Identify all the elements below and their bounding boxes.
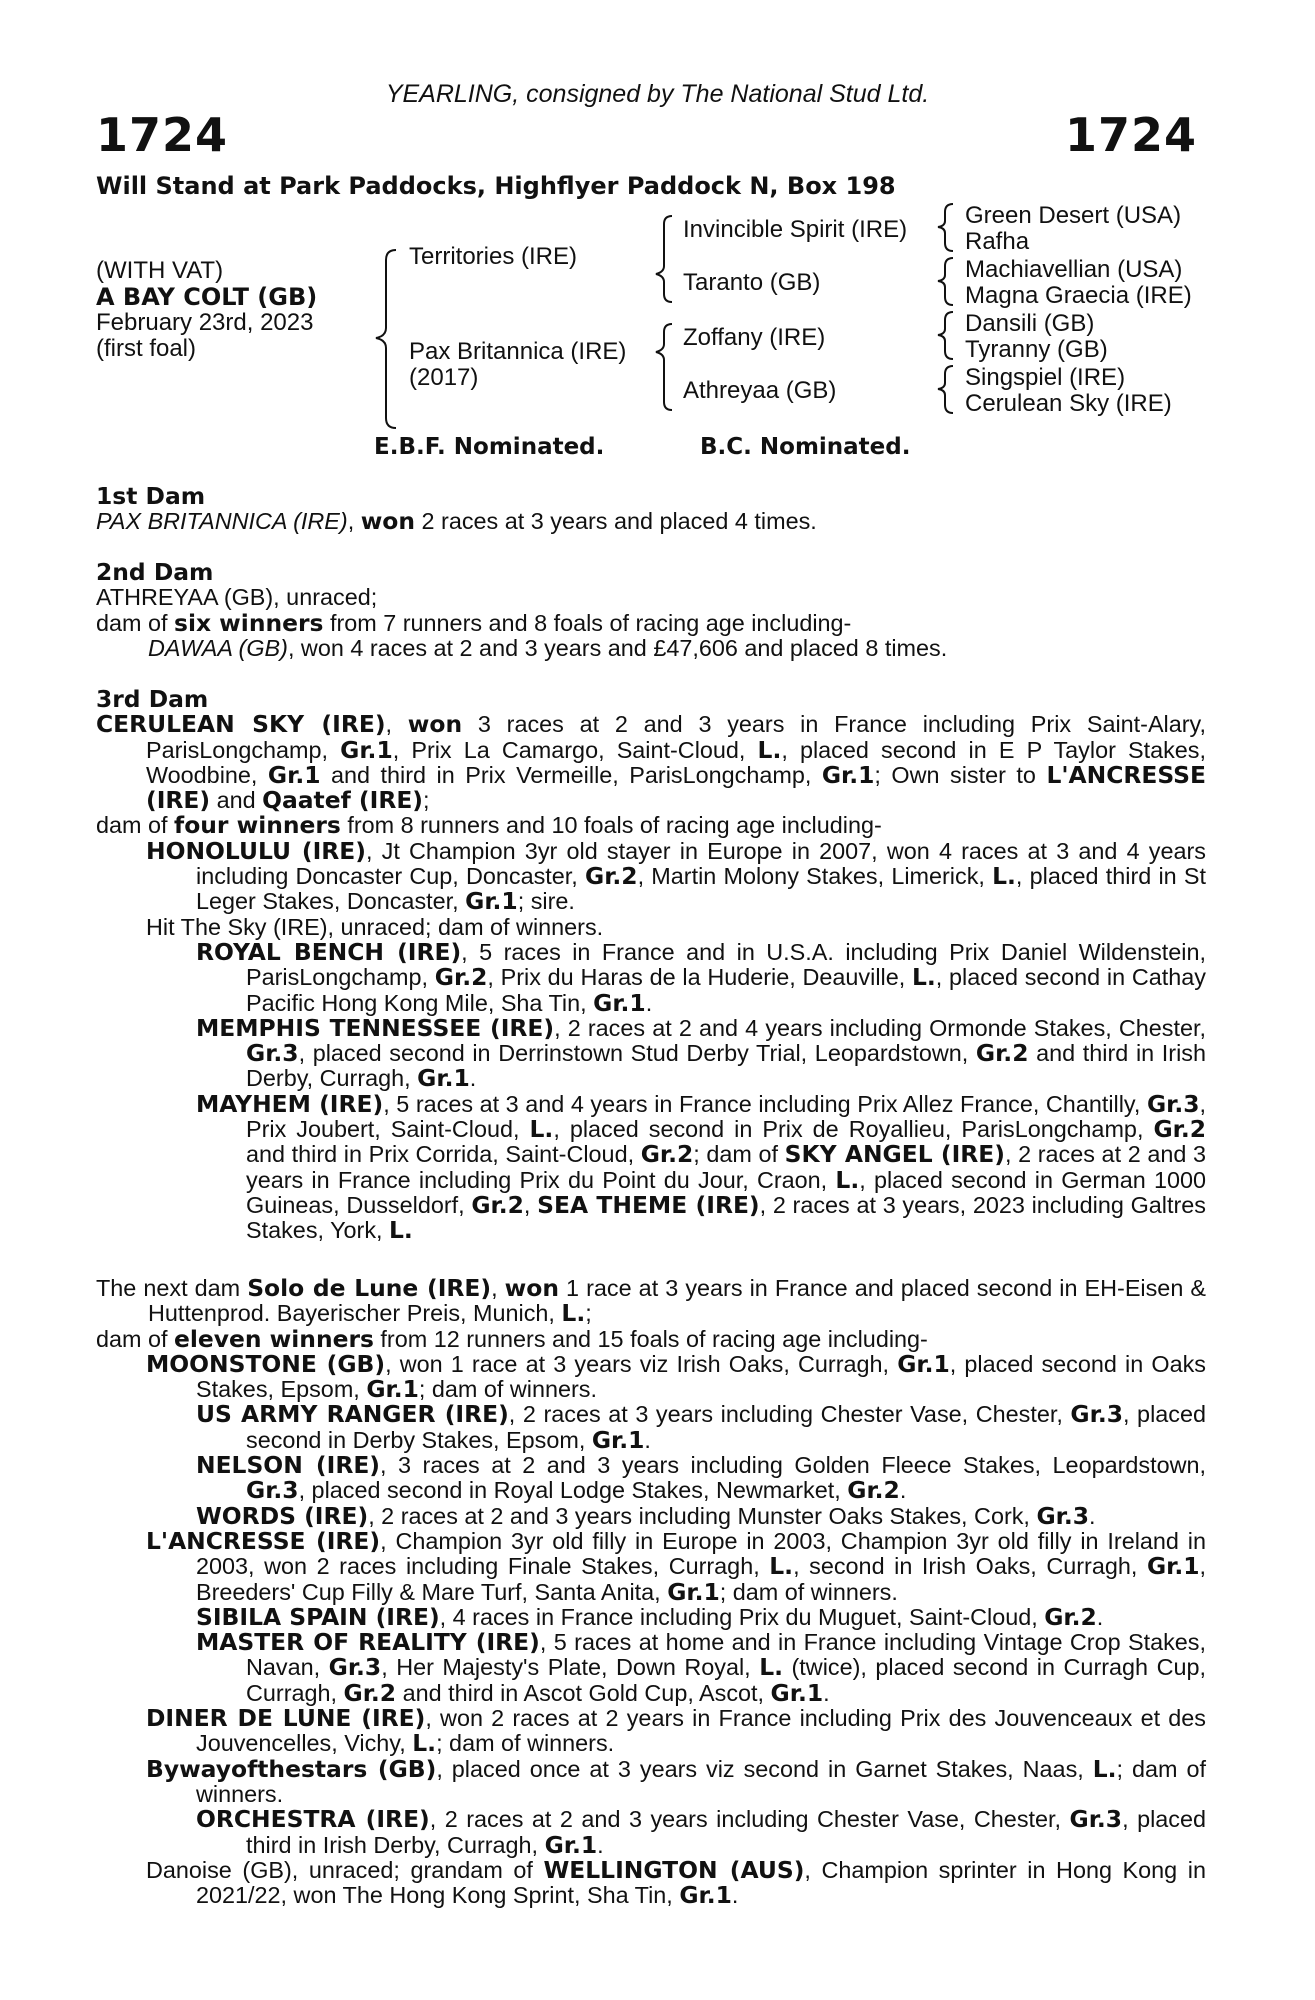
ddd: Cerulean Sky (IRE)	[965, 390, 1172, 417]
sss: Green Desert (USA)	[965, 202, 1182, 229]
bywayofthestars-entry: Bywayofthestars (GB), placed once at 3 years viz second in Garnet Stakes, Naas, L.; dam of winners.	[146, 1754, 1207, 1807]
vat-note: (WITH VAT)	[96, 257, 224, 284]
dsd: Tyranny (GB)	[965, 336, 1108, 363]
words-entry: WORDS (IRE), 2 races at 2 and 3 years including Munster Oaks Stakes, Cork, Gr.3.	[196, 1501, 1096, 1530]
master-of-reality-entry: MASTER OF REALITY (IRE), 5 races at home and in France including Vintage Crop Stakes, Navan, Gr.3, Her Majesty's Plate, Down Royal, L. (twice), placed second in Curragh Cup, Curragh, Gr.2 and third in Ascot Gold Cup, Ascot, Gr.1.	[196, 1628, 1206, 1707]
memphis-tennessee-entry: MEMPHIS TENNESSEE (IRE), 2 races at 2 and 4 years including Ormonde Stakes, Chester, Gr.3, placed second in Derrinstown Stud Derby Trial, Leopardstown, Gr.2 and third in Irish Derby, Curragh, Gr.1.	[196, 1013, 1207, 1093]
orchestra-entry: ORCHESTRA (IRE), 2 races at 2 and 3 years including Chester Vase, Chester, Gr.3, placed third in Irish Derby, Curragh, Gr.1.	[196, 1805, 1206, 1859]
second-dam-section	[96, 560, 1206, 661]
nelson-entry: NELSON (IRE), 3 races at 2 and 3 years including Golden Fleece Stakes, Leopardstown, Gr.3, placed second in Royal Lodge Stakes, Newmarket, Gr.2.	[196, 1451, 1206, 1505]
dam-dam: Athreyaa (GB)	[683, 377, 837, 404]
ebf-nominated: E.B.F. Nominated.	[374, 434, 605, 460]
first-dam-won: won	[360, 507, 416, 536]
dss: Dansili (GB)	[965, 310, 1095, 337]
bc-nominated: B.C. Nominated.	[700, 434, 911, 460]
lancresse-entry: L'ANCRESSE (IRE), Champion 3yr old filly in Europe in 2003, Champion 3yr old filly in Ireland in 2003, won 2 races including Finale Stakes, Curragh, L., second in Irish Oaks, Curragh, Gr.1, Breeders' Cup Filly & Mare Turf, Santa Anita, Gr.1; dam of winners.	[146, 1526, 1206, 1606]
dam: Pax Britannica (IRE)	[409, 338, 627, 365]
lot-number-left: 1724	[96, 108, 229, 162]
danoise-entry: Danoise (GB), unraced; grandam of WELLINGTON (AUS), Champion sprinter in Hong Kong in 2021/22, won The Hong Kong Sprint, Sha Tin, Gr.1.	[146, 1855, 1206, 1910]
horse-foal-note: (first foal)	[96, 335, 197, 362]
horse-name: A BAY COLT (GB)	[96, 283, 318, 311]
diner-de-lune-entry: DINER DE LUNE (IRE), won 2 races at 2 years in France including Prix des Jouvenceaux et des Jouvencelles, Vichy, L.; dam of winners.	[146, 1704, 1207, 1758]
solo-dam-of: dam of eleven winners from 12 runners and 15 foals of racing age including-	[96, 1324, 928, 1353]
solo-de-lune-entry: The next dam Solo de Lune (IRE), won 1 race at 3 years in France and placed second in EH-Eisen & Huttenprod. Bayerischer Preis, Munich, L.;	[96, 1274, 1206, 1328]
next-dam-section	[96, 1276, 1206, 1908]
third-dam-section	[96, 687, 1206, 1244]
sire-sire: Invincible Spirit (IRE)	[683, 216, 908, 243]
honolulu-entry: HONOLULU (IRE), Jt Champion 3yr old stayer in Europe in 2007, won 4 races at 3 and 4 years including Doncaster Cup, Doncaster, Gr.2, Martin Molony Stakes, Limerick, L., placed third in St Leger Stakes, Doncaster, Gr.1; sire.	[146, 836, 1207, 916]
first-dam-record: 2 races at 3 years and placed 4 times.	[415, 508, 817, 535]
second-dam-pre: dam of	[96, 609, 175, 636]
dawaa-name: DAWAA (GB)	[148, 634, 288, 661]
stand-location: Will Stand at Park Paddocks, Highflyer Paddock N, Box 198	[96, 172, 896, 200]
sibila-spain-entry: SIBILA SPAIN (IRE), 4 races in France including Prix du Muguet, Saint-Cloud, Gr.2.	[196, 1602, 1104, 1631]
third-dam-heading: 3rd Dam	[96, 685, 209, 713]
hit-the-sky-entry: Hit The Sky (IRE), unraced; dam of winners.	[146, 913, 604, 940]
consignment-line: YEARLING, consigned by The National Stud Ltd.	[385, 80, 930, 108]
dam-sire: Zoffany (IRE)	[683, 324, 826, 351]
royal-bench-entry: ROYAL BENCH (IRE), 5 races in France and in U.S.A. including Prix Daniel Wildenstein, ParisLongchamp, Gr.2, Prix du Haras de la Huderie, Deauville, L., placed second in Cathay Pacific Hong Kong Mile, Sha Tin, Gr.1.	[196, 937, 1206, 1017]
sire-dam: Taranto (GB)	[683, 269, 821, 296]
moonstone-entry: MOONSTONE (GB), won 1 race at 3 years viz Irish Oaks, Curragh, Gr.1, placed second in Oaks Stakes, Epsom, Gr.1; dam of winners.	[146, 1349, 1206, 1404]
second-dam-heading: 2nd Dam	[96, 558, 214, 586]
sds: Machiavellian (USA)	[965, 256, 1183, 283]
sire: Territories (IRE)	[409, 243, 578, 270]
dam-year: (2017)	[409, 364, 479, 391]
lot-number-right: 1724	[1064, 108, 1197, 162]
us-army-ranger-entry: US ARMY RANGER (IRE), 2 races at 3 years including Chester Vase, Chester, Gr.3, placed second in Derby Stakes, Epsom, Gr.1.	[196, 1400, 1206, 1454]
first-dam-heading: 1st Dam	[96, 482, 206, 510]
sdd: Magna Graecia (IRE)	[965, 282, 1192, 309]
ssd: Rafha	[965, 228, 1030, 255]
first-dam-section: 1st Dam PAX BRITANNICA (IRE), won 2 races at 3 years and placed 4 times.	[96, 482, 817, 536]
first-dam-name: PAX BRITANNICA (IRE)	[96, 508, 348, 535]
mayhem-entry: MAYHEM (IRE), 5 races at 3 and 4 years in France including Prix Allez France, Chantilly, Gr.3, Prix Joubert, Saint-Cloud, L., placed second in Prix de Royallieu, ParisLongchamp, Gr.2 and third in Prix Corrida, Saint-Cloud, Gr.2; dam of SKY ANGEL (IRE), 2 races at 2 and 3 years in France including Prix du Point du Jour, Craon, L., placed second in German 1000 Guineas, Dusseldorf, Gr.2, SEA THEME (IRE), 2 races at 3 years, 2023 including Galtres Stakes, York, L.	[196, 1089, 1207, 1245]
horse-dob: February 23rd, 2023	[96, 309, 314, 336]
second-dam-winners: six winners	[174, 608, 324, 637]
dawaa-record: , won 4 races at 2 and 3 years and £47,606 and placed 8 times.	[287, 634, 948, 661]
second-dam-post: from 7 runners and 8 foals of racing age including-	[323, 609, 852, 636]
cerulean-dam-of: dam of four winners from 8 runners and 10 foals of racing age including-	[96, 811, 882, 840]
dds: Singspiel (IRE)	[965, 364, 1126, 391]
cerulean-sky-entry: CERULEAN SKY (IRE), won 3 races at 2 and 3 years in France including Prix Saint-Alary, ParisLongchamp, Gr.1, Prix La Camargo, Saint-Cloud, L., placed second in E P Taylor Stakes, Woodbine, Gr.1 and third in Prix Vermeille, ParisLongchamp, Gr.1; Own sister to L'ANCRESSE (IRE) and Qaatef (IRE);	[96, 710, 1206, 815]
second-dam-line: ATHREYAA (GB), unraced;	[96, 584, 378, 611]
